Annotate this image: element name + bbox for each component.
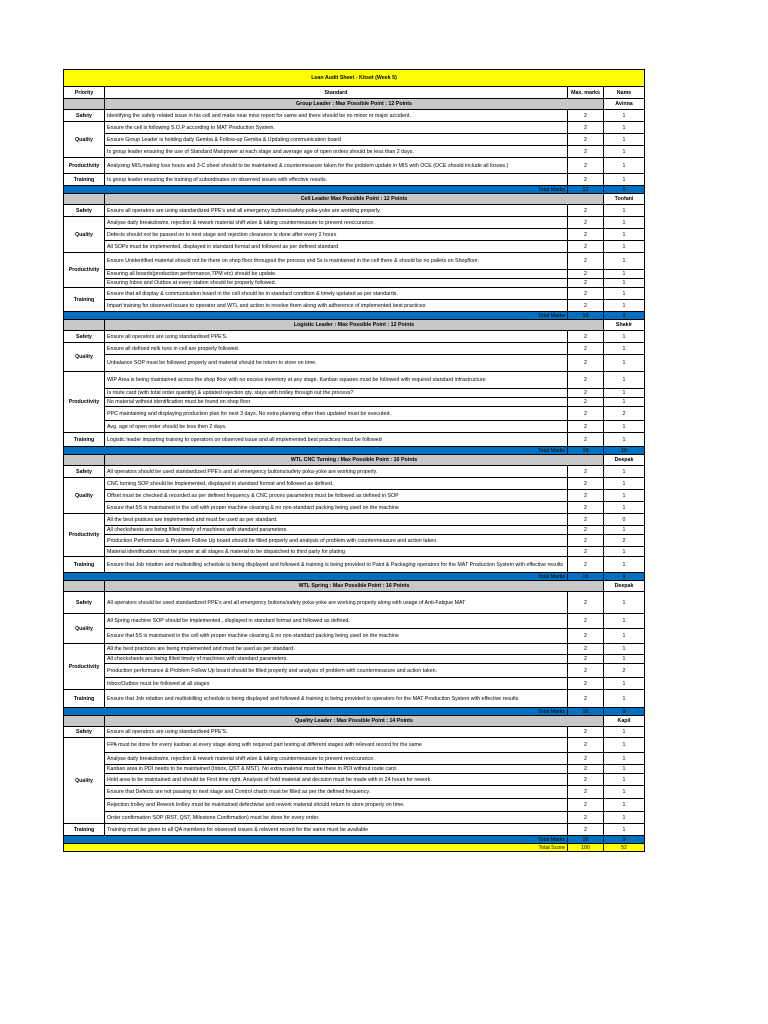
priority-header: Priority — [64, 87, 105, 99]
score-cell: 1 — [604, 229, 645, 241]
section-title: WTL Spring : Max Possible Point : 16 Points — [105, 581, 604, 592]
score-cell: 1 — [604, 629, 645, 644]
score-cell: 1 — [604, 433, 645, 447]
standard-row — [64, 300, 645, 312]
max-marks-cell: 2 — [568, 727, 604, 738]
section-title: WTL CNC Turning : Max Possible Point : 16 Points — [105, 455, 604, 466]
standard-row — [64, 614, 645, 629]
standard-row — [64, 122, 645, 134]
standard-text: All checksheets are being filled timely of machines with standard parameters. — [105, 655, 568, 664]
total-marks-label: Total Marks — [64, 312, 568, 320]
standard-text: PPC maintaining and displaying production plan for next 3 days. No extra planning other than updated must be executed. — [105, 407, 568, 421]
max-marks-cell: 2 — [568, 774, 604, 786]
standard-text: WIP Area is being maintained across the shop floor with no excess inventory at any stage. Kanban squares must be followed with required standard infrastructure — [105, 372, 568, 389]
standard-text: Is group leader ensuring the use of Standard Manpower at each stage and average age of open orders should be less than 2 days. — [105, 146, 568, 158]
score-cell: 1 — [604, 158, 645, 174]
standard-text: All Spring machine SOP should be Implemented , displayed in standard format and followed as defined. — [105, 614, 568, 629]
max-marks-cell: 2 — [568, 526, 604, 535]
max-marks-cell: 2 — [568, 398, 604, 407]
score-cell: 1 — [604, 786, 645, 799]
total-score: 9 — [604, 708, 645, 716]
standard-row — [64, 765, 645, 774]
max-marks-cell: 2 — [568, 664, 604, 678]
standard-row — [64, 690, 645, 708]
standard-text: Avg. age of open order should be less then 2 days. — [105, 421, 568, 433]
max-marks-cell: 2 — [568, 146, 604, 158]
priority-cell: Training — [64, 557, 105, 573]
standard-row — [64, 774, 645, 786]
total-marks-label: Total Marks — [64, 186, 568, 194]
max-marks-cell: 2 — [568, 288, 604, 300]
max-marks-cell: 2 — [568, 279, 604, 288]
standard-row — [64, 331, 645, 343]
max-marks-cell: 2 — [568, 535, 604, 547]
max-marks-cell: 2 — [568, 253, 604, 270]
standard-row — [64, 174, 645, 186]
standard-text: All operators should be used standardized PPE's and all emergency buttons/safety poka-yoke are working properly. — [105, 466, 568, 478]
score-cell: 1 — [604, 644, 645, 655]
score-cell: 1 — [604, 217, 645, 229]
total-max-marks: 12 — [568, 186, 604, 194]
priority-cell: Quality — [64, 738, 105, 824]
total-marks-row — [64, 186, 645, 194]
section-title: Quality Leader : Max Possible Point : 14 Points — [105, 716, 604, 727]
max-marks-cell: 2 — [568, 655, 604, 664]
standard-text: Impart training for observed issues to operator and WTL and action to resolve them along with adherence of implemented best practices — [105, 300, 568, 312]
standard-text: Ensure that 5S is maintained in the cell with proper machine cleaning & no non-standard packing being used on the machine — [105, 502, 568, 514]
max-marks-cell: 2 — [568, 407, 604, 421]
score-cell: 1 — [604, 557, 645, 573]
priority-cell: Quality — [64, 122, 105, 158]
max-marks-cell: 2 — [568, 229, 604, 241]
score-cell: 1 — [604, 270, 645, 279]
max-marks-cell: 2 — [568, 502, 604, 514]
score-cell: 1 — [604, 398, 645, 407]
max-marks-cell: 2 — [568, 738, 604, 753]
max-marks-cell: 2 — [568, 592, 604, 614]
score-cell: 1 — [604, 421, 645, 433]
max-marks-cell: 2 — [568, 433, 604, 447]
standard-row — [64, 644, 645, 655]
standard-text: Ensure that Defects are not passing to next stage and Control charts must be filled as per the defined frequency. — [105, 786, 568, 799]
score-cell: 1 — [604, 205, 645, 217]
max-marks-cell: 2 — [568, 466, 604, 478]
max-marks-cell: 2 — [568, 389, 604, 398]
standard-text: Rejection trolley and Rework trolley must be maintained defectwise and rework material should return to store properly on time. — [105, 799, 568, 812]
score-cell: 1 — [604, 355, 645, 372]
total-max-marks: 18 — [568, 573, 604, 581]
standard-text: Ensure all operators are using standardised PPE'S. — [105, 727, 568, 738]
total-marks-label: Total Marks — [64, 708, 568, 716]
standard-text: Training must be given to all QA members for observed issues & relevent record for the same must be available — [105, 824, 568, 836]
standard-row — [64, 557, 645, 573]
name-header: Name — [604, 87, 645, 99]
standard-text: Identifying the safety related issue in his cell and make near miss report for same and there should be no minor or major accident. — [105, 110, 568, 122]
standard-row — [64, 727, 645, 738]
audit-sheet-body — [64, 70, 645, 852]
max-marks-cell: 2 — [568, 270, 604, 279]
section-priority-cell — [64, 320, 105, 331]
standard-row — [64, 134, 645, 146]
max-marks-cell: 2 — [568, 421, 604, 433]
max-marks-cell: 2 — [568, 678, 604, 690]
max-marks-cell: 2 — [568, 372, 604, 389]
standard-row — [64, 205, 645, 217]
standard-row — [64, 355, 645, 372]
priority-cell: Training — [64, 690, 105, 708]
max-marks-cell: 2 — [568, 217, 604, 229]
total-max-marks: 16 — [568, 836, 604, 844]
score-cell: 2 — [604, 407, 645, 421]
score-cell: 1 — [604, 279, 645, 288]
standard-text: Offset must be checked & recorded as per defined frequency & CNC proces parameters must be followed as defined in SOP — [105, 490, 568, 502]
standard-row — [64, 158, 645, 174]
priority-cell: Safety — [64, 205, 105, 217]
standard-text: All checksheets are being filled timely of machines with standard parameters. — [105, 526, 568, 535]
max-marks-cell: 2 — [568, 690, 604, 708]
score-cell: 1 — [604, 614, 645, 629]
header-row — [64, 87, 645, 99]
max-marks-cell: 2 — [568, 110, 604, 122]
standard-row — [64, 490, 645, 502]
max-marks-cell: 2 — [568, 174, 604, 186]
max-marks-cell: 2 — [568, 753, 604, 765]
max-marks-cell: 2 — [568, 300, 604, 312]
max-marks-cell: 2 — [568, 331, 604, 343]
score-cell: 1 — [604, 753, 645, 765]
score-cell: 1 — [604, 824, 645, 836]
standard-text: CNC turning SOP should be Implemented, displayed in standard format and followed as defined. — [105, 478, 568, 490]
priority-cell: Quality — [64, 614, 105, 644]
total-marks-label: Total Marks — [64, 573, 568, 581]
max-marks-cell: 2 — [568, 614, 604, 629]
score-cell: 1 — [604, 343, 645, 355]
score-cell: 0 — [604, 514, 645, 526]
standard-text: Ensure all defined milk runs in cell are properly followed. — [105, 343, 568, 355]
standard-row — [64, 241, 645, 253]
standard-row — [64, 279, 645, 288]
score-cell: 1 — [604, 389, 645, 398]
total-score-label: Total Score — [64, 844, 568, 852]
score-cell: 1 — [604, 690, 645, 708]
total-score: 9 — [604, 312, 645, 320]
score-cell: 1 — [604, 490, 645, 502]
standard-text: All the best practices are being implemented and must be used as per standard. — [105, 644, 568, 655]
audit-sheet-table — [63, 69, 645, 852]
total-marks-row — [64, 836, 645, 844]
standard-text: Production Performance & Problem Follow Up board should be filled properly and analysis of problem with countermeasure and action taken. — [105, 535, 568, 547]
priority-cell: Safety — [64, 592, 105, 614]
title-row — [64, 70, 645, 87]
standard-row — [64, 514, 645, 526]
standard-row — [64, 526, 645, 535]
standard-text: Defects should not be passed on to next stage and rejection clearance is done after every 2 hours — [105, 229, 568, 241]
standard-text: Ensure that 5S is maintained in the cell with proper machine cleaning & no non-standard packing being used on the machine — [105, 629, 568, 644]
standard-row — [64, 343, 645, 355]
section-auditee-name: Kapil — [604, 716, 645, 727]
standard-text: Ensure that all display & communication board in the cell should be in standard condition & timely updated as per standards. — [105, 288, 568, 300]
standard-row — [64, 738, 645, 753]
standard-text: Material identification must be proper at all stages & material to be dispatched to third party for plating — [105, 547, 568, 557]
score-cell: 1 — [604, 774, 645, 786]
standard-text: Analyse daily breakdowns, rejection & rework material shift wise & taking countermeasure to prevent reoccurance. — [105, 753, 568, 765]
total-marks-row — [64, 708, 645, 716]
score-cell: 1 — [604, 526, 645, 535]
max-marks-cell: 2 — [568, 786, 604, 799]
standard-text: Ensure all operators are using standardized PPE's and all emergency buttons/safety poka-yoke are working properly. — [105, 205, 568, 217]
priority-cell: Safety — [64, 466, 105, 478]
score-cell: 1 — [604, 738, 645, 753]
max-marks-cell: 2 — [568, 644, 604, 655]
standard-text: Hold area to be maintained and should be First time right. Analysis of hold material and decision must be made with in 24 hours for rework. — [105, 774, 568, 786]
standard-row — [64, 812, 645, 824]
score-cell: 1 — [604, 241, 645, 253]
priority-cell: Quality — [64, 217, 105, 253]
max-marks-cell: 2 — [568, 547, 604, 557]
standard-text: Ensuring Inbox and Outbox at every station should be properly followed. — [105, 279, 568, 288]
priority-cell: Productivity — [64, 158, 105, 174]
standard-text: Ensure the cell is following S.O.P according to MAT Production System. — [105, 122, 568, 134]
standard-row — [64, 502, 645, 514]
section-auditee-name: Deepak — [604, 455, 645, 466]
score-cell: 1 — [604, 174, 645, 186]
standard-text: Ensure all operators are using standardised PPE'S. — [105, 331, 568, 343]
standard-text: FPA must be done for every kanban at every stage along with required part testing at different stages with relevant record for the same — [105, 738, 568, 753]
max-marks-cell: 2 — [568, 765, 604, 774]
max-marks-cell: 2 — [568, 343, 604, 355]
max-marks-cell: 2 — [568, 824, 604, 836]
section-header-row — [64, 716, 645, 727]
standard-row — [64, 786, 645, 799]
priority-cell: Quality — [64, 343, 105, 372]
standard-row — [64, 372, 645, 389]
score-cell: 1 — [604, 478, 645, 490]
standard-row — [64, 110, 645, 122]
standard-row — [64, 592, 645, 614]
total-score-row — [64, 844, 645, 852]
section-auditee-name: Deepak — [604, 581, 645, 592]
max-marks-cell: 2 — [568, 241, 604, 253]
priority-cell: Training — [64, 433, 105, 447]
priority-cell: Productivity — [64, 644, 105, 690]
standard-row — [64, 389, 645, 398]
score-cell: 1 — [604, 253, 645, 270]
max-marks-cell: 2 — [568, 490, 604, 502]
standard-text: All operators should be used standardized PPE's and all emergency buttons/safety poka-yoke are working properly along with usage of Anti-Fatigue MAT — [105, 592, 568, 614]
max-marks-cell: 2 — [568, 799, 604, 812]
priority-cell: Training — [64, 824, 105, 836]
total-marks-label: Total Marks — [64, 836, 568, 844]
standard-row — [64, 629, 645, 644]
section-header-row — [64, 581, 645, 592]
total-marks-row — [64, 312, 645, 320]
score-cell: 1 — [604, 134, 645, 146]
max-marks-cell: 2 — [568, 205, 604, 217]
grand-max-marks: 100 — [568, 844, 604, 852]
standard-row — [64, 288, 645, 300]
section-auditee-name: Avinna — [604, 99, 645, 110]
score-cell: 1 — [604, 331, 645, 343]
section-priority-cell — [64, 99, 105, 110]
total-marks-label: Total Marks — [64, 447, 568, 455]
score-cell: 1 — [604, 547, 645, 557]
standard-text: Unbalance SOP must be followed properly and material should be return to store on time. — [105, 355, 568, 372]
section-auditee-name: Shakir — [604, 320, 645, 331]
total-marks-row — [64, 573, 645, 581]
score-cell: 1 — [604, 678, 645, 690]
score-cell: 1 — [604, 765, 645, 774]
standard-text: Ensure Unidentified material should not be there on shop floor througout the process and 5s is maintained in the cell there & should be no pallets on Shopfloor. — [105, 253, 568, 270]
total-score: 10 — [604, 447, 645, 455]
standard-text: Inbox/Outbox must be followed at all stages — [105, 678, 568, 690]
standard-row — [64, 478, 645, 490]
standard-row — [64, 753, 645, 765]
standard-row — [64, 799, 645, 812]
standard-row — [64, 824, 645, 836]
priority-cell: Training — [64, 174, 105, 186]
max-marks-cell: 2 — [568, 122, 604, 134]
score-cell: 1 — [604, 122, 645, 134]
section-header-row — [64, 320, 645, 331]
standard-row — [64, 398, 645, 407]
priority-cell: Training — [64, 288, 105, 312]
score-cell: 2 — [604, 664, 645, 678]
priority-cell: Productivity — [64, 514, 105, 557]
section-priority-cell — [64, 581, 105, 592]
section-priority-cell — [64, 194, 105, 205]
standard-row — [64, 547, 645, 557]
score-cell: 1 — [604, 372, 645, 389]
standard-row — [64, 253, 645, 270]
score-cell: 1 — [604, 466, 645, 478]
standard-row — [64, 433, 645, 447]
max-marks-cell: 2 — [568, 812, 604, 824]
standard-text: Ensure that Job rotation and multiskilling schedule is being displayed and followed & training is being provided to Paint & Packaging operators for the MAT Production System with effective results — [105, 557, 568, 573]
standard-text: Production performance & Problem Follow Up board should be filled properly and analysis of problem with countermeasure and action taken. — [105, 664, 568, 678]
standard-text: Ensure Group Leader is holding daily Gemba & Follow-up Gemba & Updating communication board — [105, 134, 568, 146]
standard-row — [64, 270, 645, 279]
section-title: Cell Leader Max Possible Point : 12 Points — [105, 194, 604, 205]
standard-text: Ensure that Job rotation and multiskilling schedule is being displayed and followed & training is being provided to operators for the MAT Production System with effective results — [105, 690, 568, 708]
standard-row — [64, 421, 645, 433]
standard-text: Order confirmation SOP (RST, QST, Milestone Confirmation) must be done for every order. — [105, 812, 568, 824]
score-cell: 1 — [604, 812, 645, 824]
max-marks-cell: 2 — [568, 478, 604, 490]
standard-row — [64, 407, 645, 421]
standard-row — [64, 678, 645, 690]
max-marks-cell: 2 — [568, 514, 604, 526]
total-score: 9 — [604, 836, 645, 844]
standard-row — [64, 466, 645, 478]
standard-row — [64, 217, 645, 229]
standard-text: Analyse daily breakdowns, rejection & rework material shift wise & taking countermeasure to prevent reoccurance. — [105, 217, 568, 229]
section-priority-cell — [64, 716, 105, 727]
section-title: Logistic Leader : Max Possible Point : 12 Points — [105, 320, 604, 331]
standard-text: Kanban area in PDI needs to be maintained (Inbox, QST & MST). No extra material must be there in PDI without route card. — [105, 765, 568, 774]
sheet-title: Lean Audit Sheet - Kitset (Week 5) — [64, 70, 645, 87]
priority-cell: Safety — [64, 727, 105, 738]
standard-text: Logistic leader imparting training to operators on observed issue and all implemented best practices must be followed — [105, 433, 568, 447]
section-header-row — [64, 99, 645, 110]
section-header-row — [64, 455, 645, 466]
standard-row — [64, 146, 645, 158]
score-cell: 2 — [604, 535, 645, 547]
max-marks-cell: 2 — [568, 134, 604, 146]
standard-text: No material without identification must be found on shop floor — [105, 398, 568, 407]
section-priority-cell — [64, 455, 105, 466]
score-cell: 1 — [604, 799, 645, 812]
section-title: Group Leader : Max Possible Point : 12 Points — [105, 99, 604, 110]
standard-header: Standard — [105, 87, 568, 99]
standard-row — [64, 535, 645, 547]
score-cell: 1 — [604, 592, 645, 614]
score-cell: 1 — [604, 110, 645, 122]
total-score: 9 — [604, 573, 645, 581]
max-marks-header: Max. marks — [568, 87, 604, 99]
standard-text: All the best pratices are implemented and must be used as per standard. — [105, 514, 568, 526]
standard-text: Ensuring all boards(production performance,TPM etc) should be update. — [105, 270, 568, 279]
priority-cell: Productivity — [64, 253, 105, 288]
standard-row — [64, 664, 645, 678]
total-max-marks: 18 — [568, 447, 604, 455]
section-auditee-name: Toofani — [604, 194, 645, 205]
score-cell: 1 — [604, 300, 645, 312]
priority-cell: Safety — [64, 110, 105, 122]
max-marks-cell: 2 — [568, 355, 604, 372]
standard-text: Is group leader ensuring the training of subordinates on observed issues with effective results. — [105, 174, 568, 186]
standard-text: Analysing MIS,making loss hours and 3-C sheet should to be maintained & countermeasure taken for the problem update in MIS with OCE (OCE should include all losses.) — [105, 158, 568, 174]
total-score: 6 — [604, 186, 645, 194]
grand-total-score: 52 — [604, 844, 645, 852]
max-marks-cell: 2 — [568, 158, 604, 174]
standard-row — [64, 229, 645, 241]
score-cell: 1 — [604, 502, 645, 514]
max-marks-cell: 2 — [568, 629, 604, 644]
priority-cell: Productivity — [64, 372, 105, 433]
standard-text: Is route card (with total order quantity) & updated rejection qty. stays with trolley through out the process? — [105, 389, 568, 398]
score-cell: 1 — [604, 727, 645, 738]
priority-cell: Quality — [64, 478, 105, 514]
max-marks-cell: 2 — [568, 557, 604, 573]
score-cell: 1 — [604, 655, 645, 664]
total-max-marks: 18 — [568, 312, 604, 320]
total-marks-row — [64, 447, 645, 455]
score-cell: 1 — [604, 146, 645, 158]
score-cell: 1 — [604, 288, 645, 300]
section-header-row — [64, 194, 645, 205]
standard-text: All SOPs must be implemented, displayed in standard format and followed as per defined standard — [105, 241, 568, 253]
priority-cell: Safety — [64, 331, 105, 343]
standard-row — [64, 655, 645, 664]
total-max-marks: 16 — [568, 708, 604, 716]
